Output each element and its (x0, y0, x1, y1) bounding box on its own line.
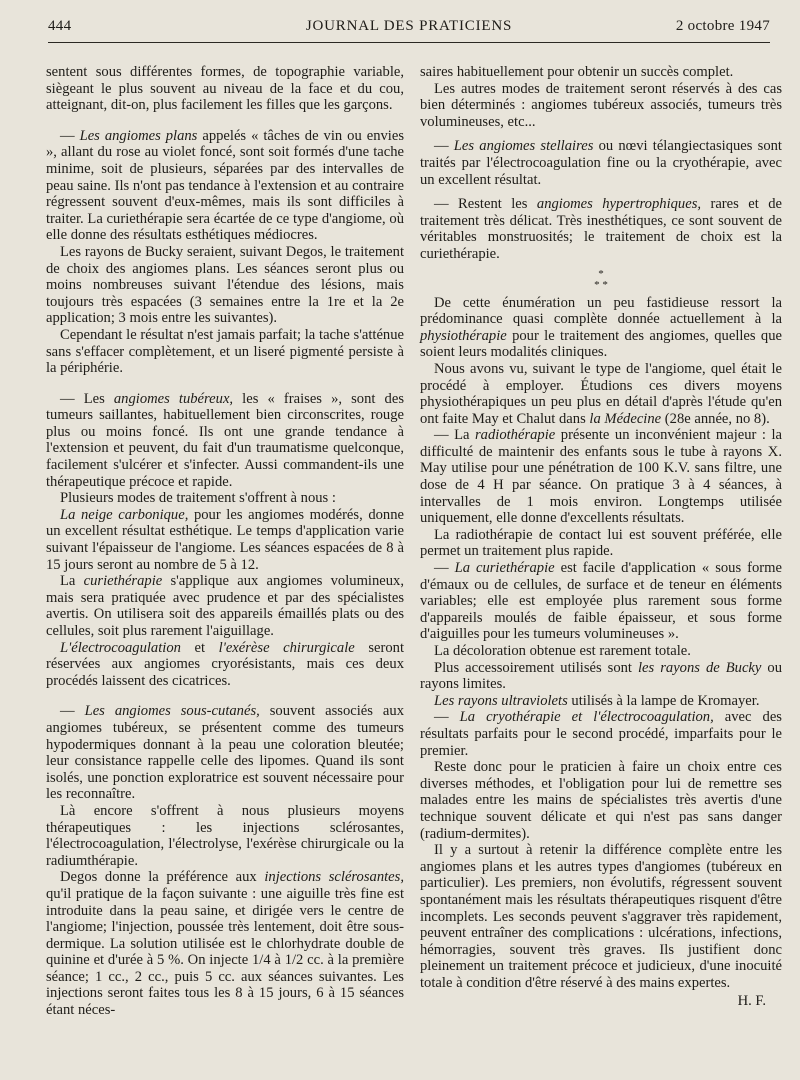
section-separator: * * * (594, 267, 608, 291)
paragraph-angiomes-plans: — Les angiomes plans appelés « tâches de vin ou envies », allant du rose au violet foncé, sont soit formés d'une tache minime, soit de plusieurs, séparées par des intervalles de peau saine. Ils n'ont pas tendance à l'extension et au contraire régressent souvent d'eux-mêmes, mais ils sont difficiles à traiter. La curiethérapie sera écartée de ce type d'angiome, où elle donne des résultats esthétiques médiocres. (46, 127, 405, 244)
paragraph-angiomes-hypertrophiques: — Restent les angiomes hypertrophiques, rares et de traitement très délicat. Très inesthétiques, ce sont souvent de véritables monstruosités; le traitement de choix est la curiethérapie. (420, 196, 782, 262)
paragraph-radiotherapie: — La radiothérapie présente un inconvénient majeur : la difficulté de maintenir des enfants sous le tube à rayons X. May utilise pour une pénétration de 100 K.V. sans filtre, une dose de 4 H par séance. On pratique 3 à 4 séances, à intervalles de 1 mois environ. Longtemps utilisée uniquement, elle donne d'excellents résultats. (420, 427, 782, 527)
paragraph: La décoloration obtenue est rarement totale. (434, 643, 691, 659)
page-number: 444 (48, 18, 72, 34)
paragraph: Plusieurs modes de traitement s'offrent à nous : (60, 490, 336, 507)
paragraph: Reste donc pour le praticien à faire un choix entre ces diverses méthodes, et l'obligation pour lui de remettre ses malades entre les mains de spécialistes très avertis d'une technique souvent délicate et qui n'est pas sans danger (radium-dermites). (420, 759, 782, 842)
paragraph: Là encore s'offrent à nous plusieurs moyens thérapeutiques : les injections sclérosantes, l'électrocoagulation, l'électrolyse, l'exérèse chirurgicale ou la radiumthérapie. (46, 802, 404, 869)
paragraph-angiomes-stellaires: — Les angiomes stellaires ou nœvi télangiectasiques sont traités par l'électrocoagulation fine ou la cryothérapie, avec un excellent résultat. (420, 138, 782, 188)
left-column (46, 64, 404, 1019)
paragraph-bucky: Plus accessoirement utilisés sont les rayons de Bucky ou rayons limites. (420, 659, 782, 693)
paragraph: saires habituellement pour obtenir un succès complet. (420, 64, 734, 80)
paragraph-angiomes-tubereux: — Les angiomes tubéreux, les « fraises », sont des tumeurs saillantes, habituellement bien circonscrites, rouge plus ou moins foncé. Ils ont une grande tendance à l'extension et peuvent, du fait d'un traumatisme quelconque, facilement s'ulcérer et s'infecter. Aussi commandent-ils une thérapeutique précoce et rapide. (46, 390, 404, 490)
journal-title: JOURNAL DES PRATICIENS (305, 18, 513, 34)
paragraph-curietherapie: La curiethérapie s'applique aux angiomes volumineux, mais sera pratiquée avec prudence et par des spécialistes avertis. On utilisera soit des appareils émaillés plats ou des cellules, soit plus rarement l'aiguillage. (46, 573, 404, 639)
paragraph: Les rayons de Bucky seraient, suivant Degos, le traitement de choix des angiomes plans. Les séances seront plus ou moins nombreuses suivant l'étendue des lésions, mais toujours très espacées (3 semaines entre la 1re et la 2e application; 3 mois entre les suivantes). (46, 243, 404, 327)
paragraph: sentent sous différentes formes, de topographie variable, siègeant le plus souvent au niveau de la face et du cou, atteignant, dit-on, plus facilement les filles que les garçons. (46, 64, 404, 114)
page-header (48, 16, 770, 43)
paragraph-physiotherapie: De cette énumération un peu fastidieuse ressort la prédominance quasi complète donnée actuellement à la physiothérapie pour le traitement des angiomes, quelles que soient leurs modalités cliniques. (420, 294, 782, 361)
paragraph-angiomes-sous-cutanes: — Les angiomes sous-cutanés, souvent associés aux angiomes tubéreux, se présentent comme des tumeurs hypodermiques donnant à la peau une coloration bleutée; leur consistance rappelle celle des lipomes. Quand ils sont isolés, une ponction exploratrice est souvent nécessaire pour les reconnaître. (46, 703, 404, 803)
paragraph-neige-carbonique: La neige carbonique, pour les angiomes modérés, donne un excellent résultat esthétique. Le temps d'application varie suivant l'épaisseur de l'angiome. Les séances espacées de 8 à 15 jours seront au nombre de 5 à 12. (46, 506, 404, 573)
paragraph-etude: Nous avons vu, suivant le type de l'angiome, quel était le procédé à employer. Étudions ces divers moyens physiothérapiques un peu plus en détail d'après l'étude qu'en ont faite May et Chalut dans la Médecine (28e année, no 8). (420, 360, 782, 427)
paragraph: Cependant le résultat n'est jamais parfait; la tache s'atténue sans s'effacer complètement, et un liseré pigmenté persiste à la périphérie. (46, 326, 404, 377)
paragraph-electrocoagulation: L'électrocoagulation et l'exérèse chirurgicale seront réservées aux angiomes cryorésistants, mais ces deux procédés laissent des cicatrices. (46, 639, 404, 689)
author-signature: H. F. (737, 993, 766, 1010)
paragraph-injections: Degos donne la préférence aux injections sclérosantes, qu'il pratique de la façon suivante : une aiguille très fine est introduite dans la peau saine, et dirigée vers le centre de l'angiome; l'injection, poussée très lentement, doit être sous-dermique. La solution utilisée est le chlorhydrate double de quinine et d'urée à 5 %. On injecte 1/4 à 1/2 cc. à la première séance; 1 cc., 2 cc., puis 5 cc. aux séances suivantes. Les injections seront faites tous les 8 à 15 jours, 6 à 15 séances étant néces- (46, 869, 404, 1019)
paragraph: La radiothérapie de contact lui est souvent préférée, elle permet un traitement plus rapide. (420, 526, 782, 560)
right-column (420, 64, 782, 1010)
paragraph: Les autres modes de traitement seront réservés à des cas bien déterminés : angiomes tubéreux associés, tumeurs très volumineuses, etc... (420, 80, 782, 130)
paragraph-conclusion: Il y a surtout à retenir la différence complète entre les angiomes plans et les autres types d'angiomes (tubéreux en particulier). Les premiers, non évolutifs, régressent souvent spontanément mais les résultats thérapeutiques risquent d'être incomplets. Les seconds peuvent s'aggraver très rapidement, peuvent entraîner des complications : ulcérations, infections, hémorragies, souvent très graves. Ils justifient donc pleinement un traitement précoce et judicieux, d'une inocuité totale à condition d'être réservé à des mains expertes. (420, 842, 782, 991)
paragraph-curietherapie: — La curiethérapie est facile d'application « sous forme d'émaux ou de cellules, de surface et de teneur en éléments variables; elle est employée plus rarement sous forme d'appareils moulés de faible épaisseur, et sous forme d'aiguilles pour les tumeurs volumineuses ». (420, 560, 782, 643)
paragraph-ultraviolets: Les rayons ultraviolets utilisés à la lampe de Kromayer. (434, 692, 760, 709)
paragraph-cryotherapie: — La cryothérapie et l'électrocoagulation, avec des résultats parfaits pour le second procédé, imparfaits pour le premier. (420, 709, 782, 759)
issue-date: 2 octobre 1947 (675, 18, 770, 34)
